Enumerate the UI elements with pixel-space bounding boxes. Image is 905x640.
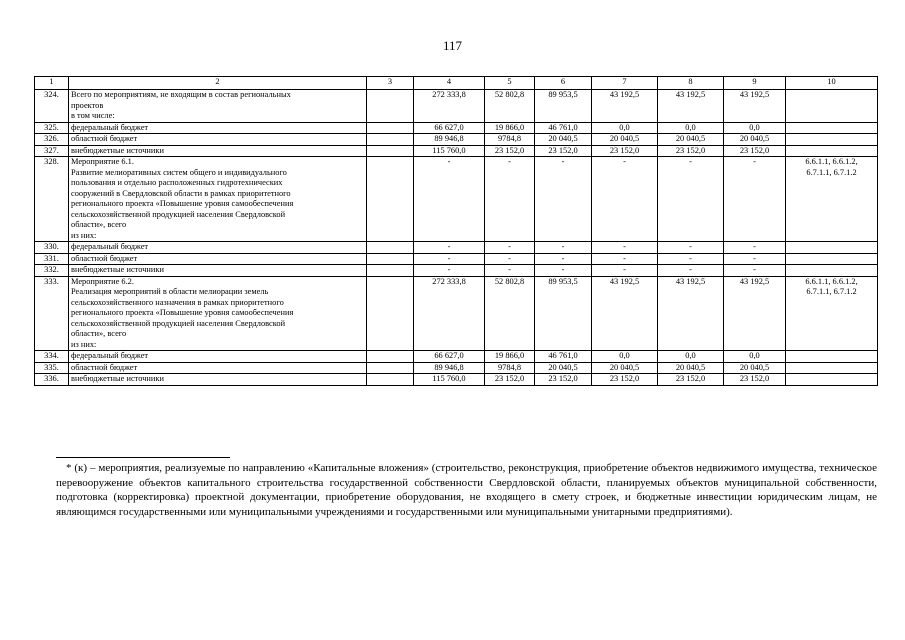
- year-3-value-cell: 20 040,5: [592, 134, 658, 146]
- row-number-cell: 332.: [35, 265, 69, 277]
- target-indicators-cell: [786, 242, 878, 254]
- column-header-3: 3: [367, 77, 414, 90]
- footnote: * (к) – мероприятия, реализуемые по направлению «Капитальные вложения» (строительство, реконструкция, приобретение объектов недвижимого имущества, техническое перевооружение объектов капитального строительства государственной собственности Свердловской области, планируемых объектов муниципальной собственности, подготовка (корректировка) проектной документации, приобретение оборудования, не входящего в смету строек, и бюджетные инвестиции юридическим лицам, не являющимся государственными или муниципальными учреждениями и государственными или муниципальными унитарными предприятиями).: [56, 462, 877, 518]
- column-header-7: 7: [592, 77, 658, 90]
- row-number-cell: 328.: [35, 157, 69, 242]
- year-4-value-cell: -: [658, 265, 724, 277]
- target-indicators-cell: [786, 265, 878, 277]
- target-indicators-cell: [786, 134, 878, 146]
- year-3-value-cell: -: [592, 242, 658, 254]
- column-3-cell: [367, 157, 414, 242]
- table-row: [35, 253, 878, 265]
- total-value-cell: -: [414, 157, 485, 242]
- year-4-value-cell: 23 152,0: [658, 374, 724, 386]
- year-2-value-cell: 89 953,5: [535, 90, 592, 123]
- column-3-cell: [367, 374, 414, 386]
- year-1-value-cell: -: [485, 242, 535, 254]
- year-4-value-cell: -: [658, 253, 724, 265]
- row-number-cell: 326.: [35, 134, 69, 146]
- table-row: [35, 90, 878, 123]
- table-row: [35, 351, 878, 363]
- table-row: [35, 265, 878, 277]
- column-3-cell: [367, 351, 414, 363]
- year-4-value-cell: -: [658, 242, 724, 254]
- budget-table: [34, 76, 878, 386]
- total-value-cell: -: [414, 253, 485, 265]
- year-5-value-cell: -: [724, 265, 786, 277]
- year-3-value-cell: 23 152,0: [592, 374, 658, 386]
- table-row: [35, 145, 878, 157]
- table-body: [35, 90, 878, 386]
- total-value-cell: -: [414, 265, 485, 277]
- description-cell: внебюджетные источники: [69, 374, 367, 386]
- year-3-value-cell: 0,0: [592, 351, 658, 363]
- target-indicators-cell: 6.6.1.1, 6.6.1.2, 6.7.1.1, 6.7.1.2: [786, 157, 878, 242]
- year-2-value-cell: 46 761,0: [535, 122, 592, 134]
- table-row: [35, 276, 878, 351]
- row-number-cell: 333.: [35, 276, 69, 351]
- year-1-value-cell: 19 866,0: [485, 122, 535, 134]
- total-value-cell: 115 760,0: [414, 145, 485, 157]
- year-3-value-cell: 23 152,0: [592, 145, 658, 157]
- year-1-value-cell: 52 802,8: [485, 276, 535, 351]
- description-cell: внебюджетные источники: [69, 145, 367, 157]
- column-3-cell: [367, 145, 414, 157]
- row-number-cell: 324.: [35, 90, 69, 123]
- year-1-value-cell: -: [485, 253, 535, 265]
- column-3-cell: [367, 362, 414, 374]
- column-header-10: 10: [786, 77, 878, 90]
- year-3-value-cell: -: [592, 265, 658, 277]
- year-2-value-cell: 89 953,5: [535, 276, 592, 351]
- total-value-cell: 115 760,0: [414, 374, 485, 386]
- row-number-cell: 336.: [35, 374, 69, 386]
- year-4-value-cell: 20 040,5: [658, 362, 724, 374]
- year-1-value-cell: 52 802,8: [485, 90, 535, 123]
- total-value-cell: -: [414, 242, 485, 254]
- row-number-cell: 325.: [35, 122, 69, 134]
- column-3-cell: [367, 253, 414, 265]
- total-value-cell: 89 946,8: [414, 362, 485, 374]
- row-number-cell: 330.: [35, 242, 69, 254]
- year-4-value-cell: 0,0: [658, 122, 724, 134]
- year-2-value-cell: -: [535, 253, 592, 265]
- year-1-value-cell: 9784,8: [485, 134, 535, 146]
- target-indicators-cell: [786, 145, 878, 157]
- row-number-cell: 335.: [35, 362, 69, 374]
- target-indicators-cell: [786, 351, 878, 363]
- year-4-value-cell: -: [658, 157, 724, 242]
- year-1-value-cell: 9784,8: [485, 362, 535, 374]
- description-cell: Всего по мероприятиям, не входящим в состав региональных проектов в том числе:: [69, 90, 367, 123]
- target-indicators-cell: [786, 90, 878, 123]
- description-cell: Мероприятие 6.2. Реализация мероприятий в области мелиорации земель сельскохозяйственного назначения в рамках приоритетного регионального проекта «Повышение уровня самообеспечения сельскохозяйственной продукцией населения Свердловской области», всего из них:: [69, 276, 367, 351]
- year-2-value-cell: -: [535, 157, 592, 242]
- description-cell: областной бюджет: [69, 253, 367, 265]
- column-header-9: 9: [724, 77, 786, 90]
- year-2-value-cell: 23 152,0: [535, 374, 592, 386]
- year-5-value-cell: -: [724, 242, 786, 254]
- year-3-value-cell: 20 040,5: [592, 362, 658, 374]
- column-header-1: 1: [35, 77, 69, 90]
- year-3-value-cell: -: [592, 157, 658, 242]
- target-indicators-cell: [786, 374, 878, 386]
- year-5-value-cell: 0,0: [724, 122, 786, 134]
- total-value-cell: 66 627,0: [414, 351, 485, 363]
- description-cell: областной бюджет: [69, 134, 367, 146]
- table-row: [35, 122, 878, 134]
- year-5-value-cell: 20 040,5: [724, 134, 786, 146]
- description-cell: областной бюджет: [69, 362, 367, 374]
- row-number-cell: 327.: [35, 145, 69, 157]
- column-3-cell: [367, 90, 414, 123]
- year-2-value-cell: 46 761,0: [535, 351, 592, 363]
- year-2-value-cell: -: [535, 265, 592, 277]
- table-row: [35, 362, 878, 374]
- year-5-value-cell: 20 040,5: [724, 362, 786, 374]
- year-5-value-cell: 23 152,0: [724, 145, 786, 157]
- year-1-value-cell: 19 866,0: [485, 351, 535, 363]
- column-header-4: 4: [414, 77, 485, 90]
- year-1-value-cell: 23 152,0: [485, 374, 535, 386]
- table-row: [35, 242, 878, 254]
- year-4-value-cell: 20 040,5: [658, 134, 724, 146]
- column-3-cell: [367, 276, 414, 351]
- target-indicators-cell: [786, 362, 878, 374]
- column-3-cell: [367, 122, 414, 134]
- column-header-8: 8: [658, 77, 724, 90]
- year-4-value-cell: 43 192,5: [658, 276, 724, 351]
- year-2-value-cell: 23 152,0: [535, 145, 592, 157]
- year-2-value-cell: 20 040,5: [535, 362, 592, 374]
- year-3-value-cell: 43 192,5: [592, 276, 658, 351]
- year-5-value-cell: 43 192,5: [724, 90, 786, 123]
- table-row: [35, 374, 878, 386]
- column-header-5: 5: [485, 77, 535, 90]
- year-1-value-cell: -: [485, 265, 535, 277]
- year-2-value-cell: 20 040,5: [535, 134, 592, 146]
- year-5-value-cell: 0,0: [724, 351, 786, 363]
- column-header-2: 2: [69, 77, 367, 90]
- target-indicators-cell: [786, 253, 878, 265]
- column-header-6: 6: [535, 77, 592, 90]
- description-cell: Мероприятие 6.1. Развитие мелиоративных систем общего и индивидуального пользования и отдельно расположенных гидротехнических сооружений в Свердловской области в рамках приоритетного регионального проекта «Повышение уровня самообеспечения сельскохозяйственной продукцией населения Свердловской области», всего из них:: [69, 157, 367, 242]
- row-number-cell: 331.: [35, 253, 69, 265]
- table-row: [35, 157, 878, 242]
- year-4-value-cell: 0,0: [658, 351, 724, 363]
- year-5-value-cell: 23 152,0: [724, 374, 786, 386]
- total-value-cell: 89 946,8: [414, 134, 485, 146]
- description-cell: федеральный бюджет: [69, 242, 367, 254]
- year-5-value-cell: -: [724, 157, 786, 242]
- target-indicators-cell: 6.6.1.1, 6.6.1.2, 6.7.1.1, 6.7.1.2: [786, 276, 878, 351]
- year-2-value-cell: -: [535, 242, 592, 254]
- total-value-cell: 66 627,0: [414, 122, 485, 134]
- header-row: [35, 77, 878, 90]
- year-3-value-cell: 0,0: [592, 122, 658, 134]
- column-3-cell: [367, 242, 414, 254]
- year-1-value-cell: -: [485, 157, 535, 242]
- total-value-cell: 272 333,8: [414, 276, 485, 351]
- row-number-cell: 334.: [35, 351, 69, 363]
- description-cell: внебюджетные источники: [69, 265, 367, 277]
- column-3-cell: [367, 134, 414, 146]
- target-indicators-cell: [786, 122, 878, 134]
- year-3-value-cell: -: [592, 253, 658, 265]
- table-row: [35, 134, 878, 146]
- column-3-cell: [367, 265, 414, 277]
- footnote-separator: [56, 457, 230, 458]
- year-4-value-cell: 23 152,0: [658, 145, 724, 157]
- year-4-value-cell: 43 192,5: [658, 90, 724, 123]
- year-5-value-cell: 43 192,5: [724, 276, 786, 351]
- description-cell: федеральный бюджет: [69, 351, 367, 363]
- year-5-value-cell: -: [724, 253, 786, 265]
- description-cell: федеральный бюджет: [69, 122, 367, 134]
- year-3-value-cell: 43 192,5: [592, 90, 658, 123]
- page-number: 117: [442, 38, 463, 53]
- year-1-value-cell: 23 152,0: [485, 145, 535, 157]
- total-value-cell: 272 333,8: [414, 90, 485, 123]
